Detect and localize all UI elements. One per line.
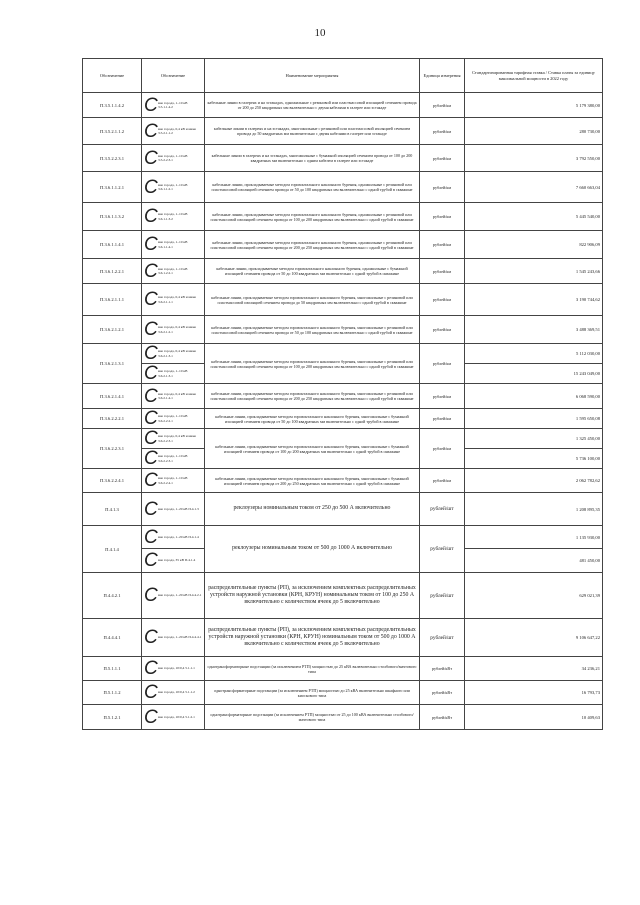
unit-cell: рублей/км [420, 429, 465, 469]
rate-value: 1 208 895,35 [465, 493, 603, 526]
designation-group [144, 429, 202, 448]
measure-name: кабельные линии, прокладываемые методом горизонтального наклонного бурения, многожильные с бумажной изоляцией сечением провода от 100 до 200 квадратных мм включительно с одной трубой в скважине [205, 429, 420, 469]
unit-cell: рублей/км [420, 203, 465, 231]
designation-group [144, 409, 202, 428]
row-code: П.3.6.1.2.2.1 [83, 259, 142, 284]
table-header-row [83, 59, 603, 93]
designation-cell [142, 145, 205, 172]
table-row [83, 231, 603, 259]
designation-group [144, 122, 202, 141]
designation-group [144, 149, 202, 168]
rate-value: 34 236,21 [465, 657, 603, 681]
designation-group [144, 96, 202, 115]
designation-text: вне города, 1–20 кВ П.4.1.4 [158, 534, 199, 539]
row-code: П.3.6.2.1.3.1 [83, 344, 142, 384]
designation-cell [142, 384, 205, 409]
designation-group [144, 471, 202, 490]
row-code: П.5.1.1.1 [83, 657, 142, 681]
designation-cell [142, 284, 205, 316]
category-letter: С [144, 234, 158, 255]
measure-name: кабельные линии в галереях и на эстакадах, одножильные с резиновой или пластмассовой изоляцией сечением провода от 200 до 250 квадратных мм включительно с двумя кабелями в галерее или эстакаде [205, 93, 420, 118]
category-letter: С [144, 658, 158, 679]
table-body [83, 93, 603, 730]
category-letter: С [144, 363, 158, 384]
table-row [83, 284, 603, 316]
unit-cell: рублей/км [420, 344, 465, 384]
designation-group [144, 449, 202, 468]
measure-name: распределительные пункты (РП), за исключением комплектных распределительных устройств наружной установки (КРН, КРУН) номинальным током от 100 до 250 А включительно с количеством ячеек до 5 включительно [205, 573, 420, 619]
measure-name: кабельные линии, прокладываемые методом горизонтального наклонного бурения, многожильные с бумажной изоляцией сечением провода от 200 до 250 квадратных мм включительно с одной трубой в скважине [205, 469, 420, 493]
designation-text: вне города, 1–10 кВ 3.6.2.2.2.1 [158, 414, 188, 423]
row-code: П.3.6.2.2.3.1 [83, 429, 142, 469]
designation-group [144, 628, 202, 647]
designation-group [144, 387, 202, 406]
unit-cell: рублей/км [420, 469, 465, 493]
row-code: П.4.1.4 [83, 526, 142, 573]
designation-text: вне города, 1–20 кВ П.4.4.4.1 [158, 635, 202, 640]
measure-name: кабельные линии, прокладываемые методом горизонтального наклонного бурения, одножильные с резиновой или пластмассовой изоляцией сечением провода от 100 до 200 квадратных мм включительно с одной трубой в скважине [205, 203, 420, 231]
designation-cell [142, 172, 205, 203]
tariff-table [82, 58, 603, 730]
row-code: П.4.1.3 [83, 493, 142, 526]
designation-cell [142, 573, 205, 619]
unit-cell: рублей/кВт [420, 657, 465, 681]
designation-group [144, 551, 202, 570]
measure-name: кабельные линии, прокладываемые методом горизонтального наклонного бурения, многожильные с резиновой или пластмассовой изоляцией сечением провода до 50 квадратных мм включительно с одной трубой в скважине [205, 284, 420, 316]
table-row [83, 705, 603, 730]
designation-group [144, 683, 202, 702]
category-letter: С [144, 682, 158, 703]
rate-value: 629 021,39 [465, 573, 603, 619]
designation-text: вне города, 1–10 кВ 3.6.2.2.3.1 [158, 454, 188, 463]
designation-group [144, 178, 202, 197]
rate-value: 5 112 030,00 [465, 344, 603, 364]
designation-cell [142, 619, 205, 657]
unit-cell: рублей/км [420, 118, 465, 145]
measure-name: однотрансформаторные подстанции (за исключением РТП) мощностью от 25 до 100 кВА включительно столбового/мачтового типа [205, 705, 420, 730]
table-row [83, 526, 603, 549]
designation-group [144, 207, 202, 226]
measure-name: распределительные пункты (РП), за исключением комплектных распределительных устройств наружной установки (КРН, КРУН) номинальным током от 500 до 1000 А включительно с количеством ячеек до 5 включительно [205, 619, 420, 657]
row-code: П.3.5.2.1.1.2 [83, 118, 142, 145]
rate-value: 15 243 049,00 [465, 364, 603, 384]
measure-name: кабельные линии, прокладываемые методом горизонтального наклонного бурения, многожильные с резиновой или пластмассовой изоляцией сечением провода от 100 до 200 квадратных мм включительно с одной трубой в скважине [205, 344, 420, 384]
category-letter: С [144, 147, 158, 169]
designation-group [144, 320, 202, 339]
designation-cell [142, 409, 205, 429]
measure-name: реклоузеры номинальным током от 500 до 1000 А включительно [205, 526, 420, 573]
unit-cell: рублей/км [420, 93, 465, 118]
designation-text: вне города, 0,4 кВ и ниже 3.6.2.1.2.1 [158, 325, 197, 334]
category-letter: С [144, 585, 158, 606]
row-code: П.5.1.1.2 [83, 681, 142, 705]
category-letter: С [144, 408, 158, 429]
table-row [83, 493, 603, 526]
designation-text: вне города, 1–10 кВ 3.5.2.2.3.1 [158, 153, 188, 162]
table-row [83, 619, 603, 657]
table-row [83, 172, 603, 203]
category-letter: С [144, 498, 158, 520]
row-code: П.3.6.2.2.2.1 [83, 409, 142, 429]
row-code: П.3.6.1.1.4.1 [83, 231, 142, 259]
row-code: П.4.4.4.1 [83, 619, 142, 657]
row-code: П.3.6.1.1.2.1 [83, 172, 142, 203]
category-letter: С [144, 385, 158, 407]
designation-group [144, 586, 202, 605]
designation-text: вне города, 1–10 кВ 3.5.1.1.4.2 [158, 100, 188, 109]
rate-value: 2 062 782,62 [465, 469, 603, 493]
designation-cell [142, 316, 205, 344]
designation-cell [142, 364, 205, 384]
rate-value: 3 792 550,00 [465, 145, 603, 172]
designation-cell [142, 344, 205, 364]
unit-cell: рублей/км [420, 172, 465, 203]
designation-cell [142, 429, 205, 449]
designation-cell [142, 493, 205, 526]
designation-cell [142, 681, 205, 705]
measure-name: кабельные линии, прокладываемые методом горизонтального наклонного бурения, одножильные с резиновой или пластмассовой изоляцией сечением провода от 50 до 100 квадратных мм включительно с одной трубой в скважине [205, 172, 420, 203]
category-letter: С [144, 526, 158, 548]
header-name: Наименование мероприятия [205, 59, 420, 93]
table-row [83, 344, 603, 364]
designation-group [144, 262, 202, 281]
designation-text: вне города, 0,4 кВ и ниже 3.6.2.2.3.1 [158, 434, 197, 443]
category-letter: С [144, 176, 158, 198]
category-letter: С [144, 627, 158, 648]
table-row [83, 118, 603, 145]
designation-group [144, 235, 202, 254]
category-letter: С [144, 289, 158, 310]
rate-value: 1 595 650,08 [465, 409, 603, 429]
measure-name: кабельные линии, прокладываемые методом горизонтального наклонного бурения, многожильные с резиновой или пластмассовой изоляцией сечением провода от 200 до 250 квадратных мм включительно с одной трубой в скважине [205, 384, 420, 409]
rate-value: 822 906,09 [465, 231, 603, 259]
row-code: П.3.5.2.2.3.1 [83, 145, 142, 172]
table-row [83, 573, 603, 619]
measure-name: кабельные линии в галереях и на эстакадах, многожильные с резиновой или пластмассовой изоляцией сечением провода до 50 квадратных мм включительно с двумя кабелями в галерее или эстакаде [205, 118, 420, 145]
rate-value: 10 409,63 [465, 705, 603, 730]
rate-value: 1 325 450,00 [465, 429, 603, 449]
category-letter: С [144, 206, 158, 227]
designation-text: вне города, 0,4 кВ и ниже 3.6.2.1.1.1 [158, 295, 197, 304]
designation-cell [142, 469, 205, 493]
designation-text: вне города, 1–20 кВ П.4.1.3 [158, 506, 199, 511]
designation-group [144, 528, 202, 547]
header-designation: Обозначение [142, 59, 205, 93]
designation-group [144, 708, 202, 727]
designation-cell [142, 526, 205, 549]
row-code: П.4.4.2.1 [83, 573, 142, 619]
designation-group [144, 344, 202, 363]
rate-value: 1 545 243,66 [465, 259, 603, 284]
designation-text: вне города, 0,4 кВ и ниже 3.6.2.1.3.1 [158, 349, 197, 358]
designation-text: вне города, 35 кВ П.4.1.4 [158, 558, 196, 563]
table-row [83, 409, 603, 429]
designation-text: вне города, 1–10 кВ 3.6.1.2.2.1 [158, 266, 188, 275]
measure-name: однотрансформаторные подстанции (за исключением РТП) мощностью до 25 кВА включительно столбового/мачтового типа [205, 657, 420, 681]
designation-cell [142, 231, 205, 259]
category-letter: С [144, 428, 158, 449]
table-row [83, 93, 603, 118]
rate-value: 1 135 930,00 [465, 526, 603, 549]
category-letter: С [144, 550, 158, 571]
table-row [83, 203, 603, 231]
designation-text: вне города, 1–10 кВ 3.6.2.1.3.1 [158, 369, 188, 378]
designation-group [144, 500, 202, 519]
row-code: П.3.6.2.1.2.1 [83, 316, 142, 344]
unit-cell: рублей/км [420, 145, 465, 172]
row-code: П.3.6.2.2.4.1 [83, 469, 142, 493]
rate-value: 280 730,00 [465, 118, 603, 145]
designation-group [144, 364, 202, 383]
table-row [83, 145, 603, 172]
measure-name: кабельные линии, прокладываемые методом горизонтального наклонного бурения, многожильные с бумажной изоляцией сечением провода от 50 до 100 квадратных мм включительно с одной трубой в скважине [205, 409, 420, 429]
row-code: П.3.6.1.1.3.2 [83, 203, 142, 231]
designation-text: вне города, 10/0,4 5.1.1.1 [158, 666, 195, 671]
category-letter: С [144, 448, 158, 469]
row-code: П.3.6.2.1.4.1 [83, 384, 142, 409]
designation-cell [142, 449, 205, 469]
row-code: П.5.1.2.1 [83, 705, 142, 730]
rate-value: 6 068 590,00 [465, 384, 603, 409]
unit-cell: рублей/км [420, 231, 465, 259]
designation-cell [142, 93, 205, 118]
unit-cell: рублей/км [420, 384, 465, 409]
designation-text: вне города, 10/0,4 5.1.2.1 [158, 714, 195, 719]
measure-name: кабельные линии в галереях и на эстакадах, многожильные с бумажной изоляцией сечением провода от 100 до 200 квадратных мм включительно с одним кабелем в галерее или эстакаде [205, 145, 420, 172]
measure-name: кабельные линии, прокладываемые методом горизонтального наклонного бурения, многожильные с резиновой или пластмассовой изоляцией сечением провода от 50 до 100 квадратных мм включительно с одной трубой в скважине [205, 316, 420, 344]
table-row [83, 259, 603, 284]
measure-name: кабельные линии, прокладываемые методом горизонтального наклонного бурения, одножильные с бумажной изоляцией сечением провода от 50 до 100 квадратных мм включительно с одной трубой в скважине [205, 259, 420, 284]
header-code: Обозначение [83, 59, 142, 93]
designation-text: вне города, 1–20 кВ П.4.4.2.1 [158, 593, 202, 598]
designation-group [144, 290, 202, 309]
unit-cell: рублей/кВт [420, 681, 465, 705]
designation-cell [142, 203, 205, 231]
rate-value: 5 179 380,00 [465, 93, 603, 118]
unit-cell: рублей/шт [420, 526, 465, 573]
table-row [83, 384, 603, 409]
table-row [83, 429, 603, 449]
rate-value: 5 445 540,00 [465, 203, 603, 231]
rate-value: 3 190 744,62 [465, 284, 603, 316]
unit-cell: рублей/шт [420, 573, 465, 619]
category-letter: С [144, 120, 158, 142]
rate-value: 7 660 663,04 [465, 172, 603, 203]
designation-cell [142, 549, 205, 573]
designation-text: вне города, 1–10 кВ 3.6.1.1.2.1 [158, 182, 188, 191]
designation-cell [142, 657, 205, 681]
category-letter: С [144, 319, 158, 340]
table-row [83, 681, 603, 705]
unit-cell: рублей/км [420, 259, 465, 284]
designation-text: вне города, 0,4 кВ и ниже 3.5.2.1.1.2 [158, 126, 197, 135]
designation-text: вне города, 10/0,4 5.1.1.2 [158, 690, 195, 695]
measure-name: однотрансформаторные подстанции (за исключением РТП) мощностью до 25 кВА включительно шкафного или киоскового типа [205, 681, 420, 705]
rate-value: 16 793,73 [465, 681, 603, 705]
unit-cell: рублей/шт [420, 619, 465, 657]
unit-cell: рублей/кВт [420, 705, 465, 730]
category-letter: С [144, 706, 158, 728]
table-row [83, 469, 603, 493]
unit-cell: рублей/км [420, 284, 465, 316]
rate-value: 3 488 369,51 [465, 316, 603, 344]
row-code: П.3.6.2.1.1.1 [83, 284, 142, 316]
designation-text: вне города, 1–10 кВ 3.6.2.2.4.1 [158, 476, 188, 485]
header-rate: Стандартизированная тарифная ставка / Ставка платы за единицу максимальной мощности в 2022 году [465, 59, 603, 93]
table-row [83, 316, 603, 344]
designation-group [144, 659, 202, 678]
row-code: П.3.5.1.1.4.2 [83, 93, 142, 118]
designation-text: вне города, 0,4 кВ и ниже 3.6.2.1.4.1 [158, 391, 197, 400]
category-letter: С [144, 470, 158, 491]
designation-text: вне города, 1–10 кВ 3.6.1.1.3.2 [158, 212, 188, 221]
designation-cell [142, 705, 205, 730]
unit-cell: рублей/км [420, 316, 465, 344]
designation-text: вне города, 1–10 кВ 3.6.1.1.4.1 [158, 240, 188, 249]
category-letter: С [144, 343, 158, 364]
designation-cell [142, 259, 205, 284]
category-letter: С [144, 260, 158, 282]
header-unit: Единица измерения [420, 59, 465, 93]
rate-value: 5 736 100,00 [465, 449, 603, 469]
unit-cell: рублей/шт [420, 493, 465, 526]
table-row [83, 657, 603, 681]
rate-value: 481 450,00 [465, 549, 603, 573]
measure-name: реклоузеры номинальным током от 250 до 500 А включительно [205, 493, 420, 526]
designation-cell [142, 118, 205, 145]
measure-name: кабельные линии, прокладываемые методом горизонтального наклонного бурения, одножильные с резиновой или пластмассовой изоляцией сечением провода от 200 до 250 квадратных мм включительно с одной трубой в скважине [205, 231, 420, 259]
category-letter: С [144, 94, 158, 116]
page-number: 10 [314, 27, 326, 39]
rate-value: 9 106 647,22 [465, 619, 603, 657]
unit-cell: рублей/км [420, 409, 465, 429]
